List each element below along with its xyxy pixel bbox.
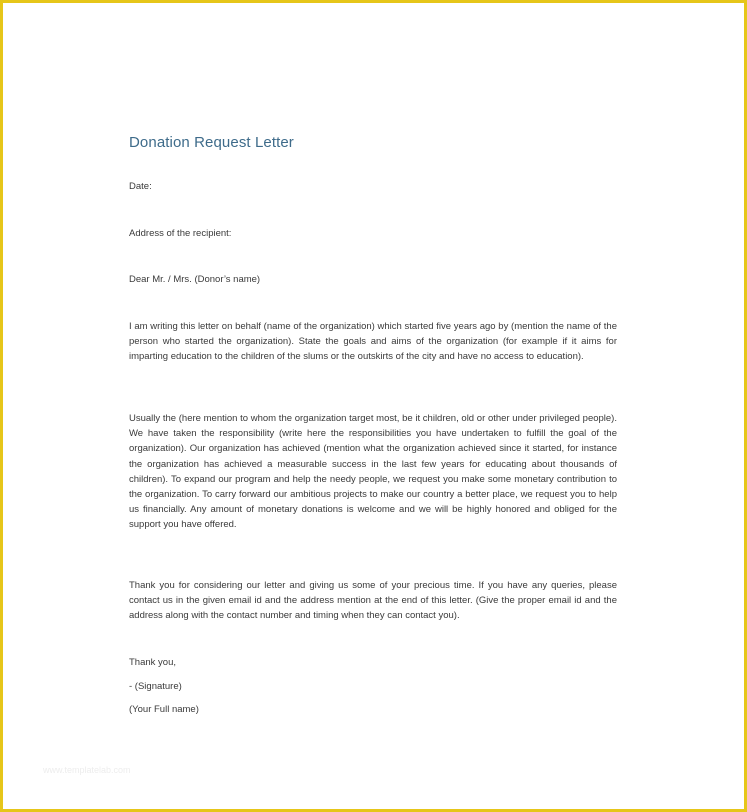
body-paragraph-request: Usually the (here mention to whom the organization target most, be it children, old or other under privileged people). We have taken the responsibility (write here the responsibilities you have undertaken to fulfill the goal of the organization). Our organization has achieved (mention what the organization achieved since it started, for instance the organization has achieved a measurable success in the last few years for educating about thousands of children). To expand our program and help the needy people, we request you make some monetary contribution to the organization. To carry forward our ambitious projects to make our country a better place, we request you to help us financially. Any amount of monetary donations is welcome and we will be highly honored and obliged for the support you have offered.: [129, 413, 617, 531]
salutation: Dear Mr. / Mrs. (Donor’s name): [129, 274, 261, 285]
letter-title: Donation Request Letter: [129, 134, 294, 151]
date-label: Date:: [129, 181, 152, 192]
watermark: www.templatelab.com: [43, 765, 131, 775]
body-paragraph-contact: Thank you for considering our letter and giving us some of your precious time. If you have any queries, please contact us in the given email id and the address mention at the end of this letter. (Give the proper email id and the address along with the contact number and timing when they can contact you).: [129, 580, 617, 622]
body-paragraph-intro: I am writing this letter on behalf (name of the organization) which started five years ago by (mention the name of the person who started the organization). State the goals and aims of the organization (for example if it aims for imparting education to the children of the slums or the outskirts of the city and have no access to education).: [129, 321, 617, 363]
full-name-line: (Your Full name): [129, 704, 199, 715]
closing-line: Thank you,: [129, 657, 176, 668]
recipient-address-label: Address of the recipient:: [129, 228, 232, 239]
signature-line: - (Signature): [129, 681, 182, 692]
